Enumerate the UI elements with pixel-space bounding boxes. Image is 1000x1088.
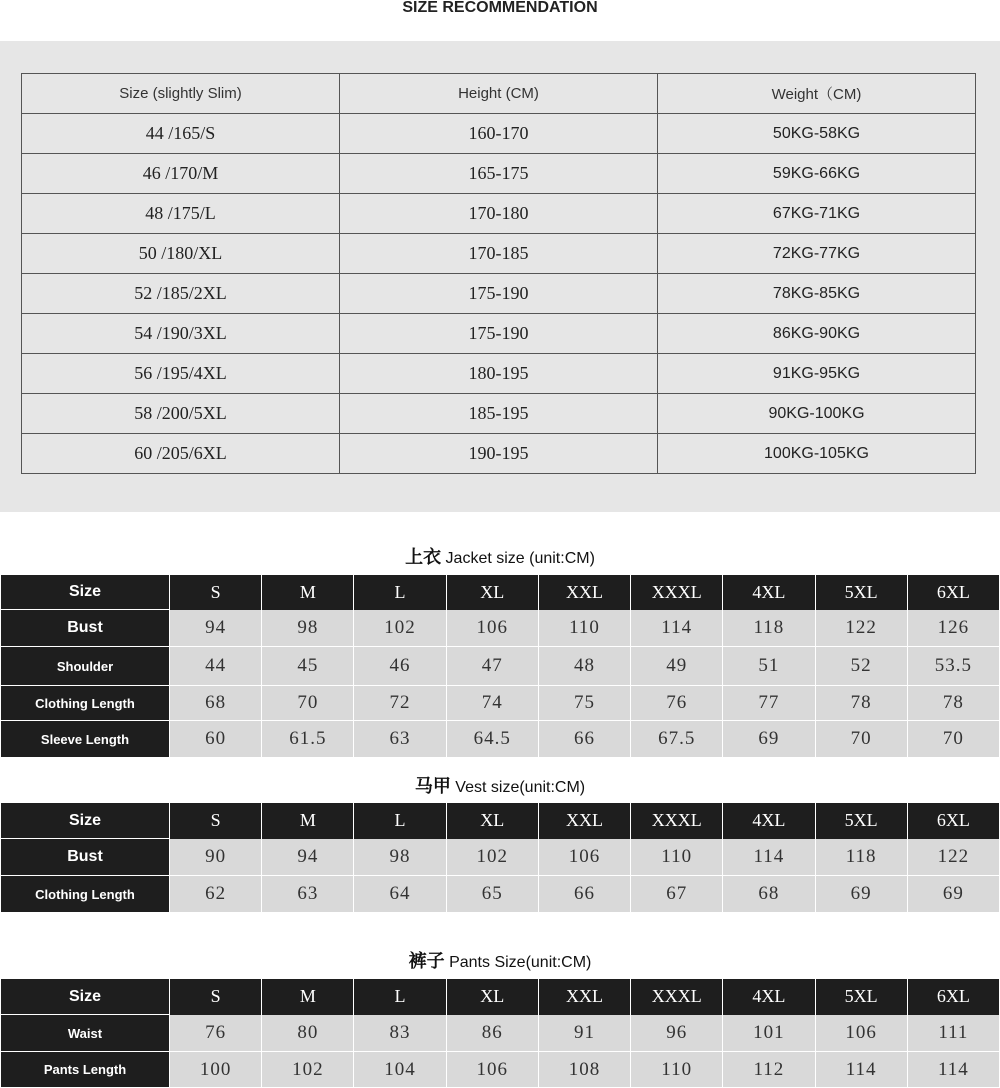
recommendation-row bbox=[22, 234, 976, 274]
jacket-value-cell: 66 bbox=[538, 721, 630, 758]
jacket-size-header-cell: XL bbox=[446, 575, 538, 610]
jacket-value-cell: 70 bbox=[815, 721, 907, 758]
header-height: Height (CM) bbox=[340, 74, 658, 114]
jacket-value-cell: 75 bbox=[538, 686, 630, 721]
pants-title-zh: 裤子 bbox=[408, 951, 445, 972]
pants-value-cell: 102 bbox=[262, 1052, 354, 1088]
jacket-value-cell: 53.5 bbox=[907, 647, 999, 686]
jacket-size-header-cell: L bbox=[354, 575, 446, 610]
jacket-value-cell: 47 bbox=[446, 647, 538, 686]
vest-value-cell: 63 bbox=[262, 876, 354, 913]
header-size: Size (slightly Slim) bbox=[22, 74, 340, 114]
vest-title-zh: 马甲 bbox=[414, 776, 451, 797]
pants-value-cell: 86 bbox=[446, 1015, 538, 1052]
rec-weight-cell: 91KG-95KG bbox=[658, 354, 976, 394]
rec-size-cell: 56 /195/4XL bbox=[22, 354, 340, 394]
pants-value-cell: 106 bbox=[446, 1052, 538, 1088]
recommendation-table bbox=[21, 73, 976, 474]
vest-measurement-row bbox=[1, 839, 1000, 876]
vest-size-header-cell: XL bbox=[446, 803, 538, 839]
jacket-row-label: Clothing Length bbox=[1, 686, 170, 721]
vest-row-label: Bust bbox=[1, 839, 170, 876]
jacket-title-zh: 上衣 bbox=[405, 547, 442, 568]
jacket-value-cell: 122 bbox=[815, 610, 907, 647]
rec-height-cell: 180-195 bbox=[340, 354, 658, 394]
jacket-row-label: Bust bbox=[1, 610, 170, 647]
vest-size-table bbox=[0, 802, 1000, 913]
rec-weight-cell: 67KG-71KG bbox=[658, 194, 976, 234]
vest-value-cell: 110 bbox=[631, 839, 723, 876]
recommendation-row bbox=[22, 354, 976, 394]
rec-height-cell: 160-170 bbox=[340, 114, 658, 154]
rec-size-cell: 48 /175/L bbox=[22, 194, 340, 234]
jacket-measurement-row bbox=[1, 721, 1000, 758]
jacket-size-header-row bbox=[1, 575, 1000, 610]
rec-size-cell: 50 /180/XL bbox=[22, 234, 340, 274]
vest-value-cell: 122 bbox=[907, 839, 999, 876]
pants-measurement-row bbox=[1, 1052, 1000, 1088]
rec-size-cell: 54 /190/3XL bbox=[22, 314, 340, 354]
recommendation-row bbox=[22, 154, 976, 194]
pants-row-label: Pants Length bbox=[1, 1052, 170, 1088]
jacket-measurement-row bbox=[1, 610, 1000, 647]
jacket-measurement-row bbox=[1, 647, 1000, 686]
vest-size-label: Size bbox=[1, 803, 170, 839]
rec-size-cell: 46 /170/M bbox=[22, 154, 340, 194]
jacket-title bbox=[0, 543, 1000, 569]
pants-size-header-cell: XXL bbox=[538, 979, 630, 1015]
vest-value-cell: 69 bbox=[907, 876, 999, 913]
rec-size-cell: 44 /165/S bbox=[22, 114, 340, 154]
vest-value-cell: 65 bbox=[446, 876, 538, 913]
pants-value-cell: 114 bbox=[907, 1052, 999, 1088]
jacket-size-header-cell: 4XL bbox=[723, 575, 815, 610]
pants-value-cell: 114 bbox=[815, 1052, 907, 1088]
recommendation-row bbox=[22, 314, 976, 354]
vest-value-cell: 90 bbox=[170, 839, 262, 876]
recommendation-row bbox=[22, 114, 976, 154]
pants-title bbox=[0, 947, 1000, 973]
rec-size-cell: 52 /185/2XL bbox=[22, 274, 340, 314]
jacket-value-cell: 64.5 bbox=[446, 721, 538, 758]
vest-size-header-row bbox=[1, 803, 1000, 839]
rec-size-cell: 60 /205/6XL bbox=[22, 434, 340, 474]
recommendation-row bbox=[22, 434, 976, 474]
page-title: SIZE RECOMMENDATION bbox=[402, 0, 598, 16]
jacket-value-cell: 126 bbox=[907, 610, 999, 647]
jacket-value-cell: 78 bbox=[815, 686, 907, 721]
jacket-value-cell: 98 bbox=[262, 610, 354, 647]
jacket-value-cell: 77 bbox=[723, 686, 815, 721]
jacket-value-cell: 102 bbox=[354, 610, 446, 647]
vest-size-header-cell: XXL bbox=[538, 803, 630, 839]
jacket-value-cell: 70 bbox=[907, 721, 999, 758]
pants-row-label: Waist bbox=[1, 1015, 170, 1052]
vest-size-header-cell: M bbox=[262, 803, 354, 839]
jacket-value-cell: 69 bbox=[723, 721, 815, 758]
jacket-size-table bbox=[0, 574, 1000, 758]
vest-value-cell: 98 bbox=[354, 839, 446, 876]
pants-value-cell: 111 bbox=[907, 1015, 999, 1052]
pants-size-header-row bbox=[1, 979, 1000, 1015]
rec-weight-cell: 59KG-66KG bbox=[658, 154, 976, 194]
pants-size-header-cell: 4XL bbox=[723, 979, 815, 1015]
vest-size-header-cell: 4XL bbox=[723, 803, 815, 839]
pants-value-cell: 100 bbox=[170, 1052, 262, 1088]
recommendation-header-row bbox=[22, 74, 976, 114]
vest-value-cell: 94 bbox=[262, 839, 354, 876]
vest-value-cell: 114 bbox=[723, 839, 815, 876]
vest-value-cell: 62 bbox=[170, 876, 262, 913]
rec-weight-cell: 100KG-105KG bbox=[658, 434, 976, 474]
recommendation-row bbox=[22, 274, 976, 314]
pants-size-table bbox=[0, 978, 1000, 1088]
recommendation-row bbox=[22, 194, 976, 234]
jacket-value-cell: 94 bbox=[170, 610, 262, 647]
jacket-value-cell: 76 bbox=[631, 686, 723, 721]
jacket-title-en: Jacket size (unit:CM) bbox=[441, 550, 595, 567]
jacket-value-cell: 63 bbox=[354, 721, 446, 758]
jacket-value-cell: 118 bbox=[723, 610, 815, 647]
pants-size-header-cell: M bbox=[262, 979, 354, 1015]
pants-value-cell: 110 bbox=[631, 1052, 723, 1088]
pants-value-cell: 104 bbox=[354, 1052, 446, 1088]
rec-height-cell: 170-180 bbox=[340, 194, 658, 234]
pants-size-header-cell: 5XL bbox=[815, 979, 907, 1015]
pants-value-cell: 112 bbox=[723, 1052, 815, 1088]
vest-row-label: Clothing Length bbox=[1, 876, 170, 913]
jacket-value-cell: 52 bbox=[815, 647, 907, 686]
jacket-row-label: Shoulder bbox=[1, 647, 170, 686]
rec-height-cell: 185-195 bbox=[340, 394, 658, 434]
rec-weight-cell: 90KG-100KG bbox=[658, 394, 976, 434]
vest-title-en: Vest size(unit:CM) bbox=[450, 779, 586, 796]
vest-value-cell: 68 bbox=[723, 876, 815, 913]
pants-size-label: Size bbox=[1, 979, 170, 1015]
pants-measurement-row bbox=[1, 1015, 1000, 1052]
jacket-value-cell: 46 bbox=[354, 647, 446, 686]
rec-height-cell: 170-185 bbox=[340, 234, 658, 274]
pants-value-cell: 96 bbox=[631, 1015, 723, 1052]
jacket-value-cell: 44 bbox=[170, 647, 262, 686]
jacket-value-cell: 45 bbox=[262, 647, 354, 686]
jacket-value-cell: 67.5 bbox=[631, 721, 723, 758]
jacket-value-cell: 114 bbox=[631, 610, 723, 647]
pants-title-en: Pants Size(unit:CM) bbox=[444, 954, 592, 971]
pants-size-header-cell: 6XL bbox=[907, 979, 999, 1015]
pants-size-header-cell: XXXL bbox=[631, 979, 723, 1015]
jacket-value-cell: 72 bbox=[354, 686, 446, 721]
jacket-size-header-cell: S bbox=[170, 575, 262, 610]
jacket-value-cell: 106 bbox=[446, 610, 538, 647]
pants-size-header-cell: S bbox=[170, 979, 262, 1015]
vest-value-cell: 66 bbox=[538, 876, 630, 913]
vest-value-cell: 118 bbox=[815, 839, 907, 876]
vest-value-cell: 102 bbox=[446, 839, 538, 876]
jacket-value-cell: 74 bbox=[446, 686, 538, 721]
rec-height-cell: 175-190 bbox=[340, 274, 658, 314]
jacket-size-label: Size bbox=[1, 575, 170, 610]
rec-weight-cell: 50KG-58KG bbox=[658, 114, 976, 154]
jacket-value-cell: 61.5 bbox=[262, 721, 354, 758]
pants-value-cell: 76 bbox=[170, 1015, 262, 1052]
vest-value-cell: 69 bbox=[815, 876, 907, 913]
rec-height-cell: 190-195 bbox=[340, 434, 658, 474]
vest-size-header-cell: XXXL bbox=[631, 803, 723, 839]
jacket-size-header-cell: XXXL bbox=[631, 575, 723, 610]
vest-size-header-cell: 5XL bbox=[815, 803, 907, 839]
vest-value-cell: 67 bbox=[631, 876, 723, 913]
jacket-value-cell: 70 bbox=[262, 686, 354, 721]
vest-size-header-cell: S bbox=[170, 803, 262, 839]
pants-value-cell: 101 bbox=[723, 1015, 815, 1052]
jacket-measurement-row bbox=[1, 686, 1000, 721]
pants-size-header-cell: L bbox=[354, 979, 446, 1015]
rec-weight-cell: 72KG-77KG bbox=[658, 234, 976, 274]
rec-weight-cell: 86KG-90KG bbox=[658, 314, 976, 354]
recommendation-row bbox=[22, 394, 976, 434]
jacket-value-cell: 49 bbox=[631, 647, 723, 686]
vest-size-header-cell: 6XL bbox=[907, 803, 999, 839]
pants-value-cell: 91 bbox=[538, 1015, 630, 1052]
vest-title bbox=[0, 772, 1000, 798]
jacket-size-header-cell: 5XL bbox=[815, 575, 907, 610]
jacket-size-header-cell: M bbox=[262, 575, 354, 610]
rec-height-cell: 175-190 bbox=[340, 314, 658, 354]
vest-measurement-row bbox=[1, 876, 1000, 913]
jacket-value-cell: 110 bbox=[538, 610, 630, 647]
vest-value-cell: 106 bbox=[538, 839, 630, 876]
pants-size-header-cell: XL bbox=[446, 979, 538, 1015]
vest-value-cell: 64 bbox=[354, 876, 446, 913]
pants-value-cell: 83 bbox=[354, 1015, 446, 1052]
jacket-value-cell: 60 bbox=[170, 721, 262, 758]
rec-height-cell: 165-175 bbox=[340, 154, 658, 194]
jacket-value-cell: 51 bbox=[723, 647, 815, 686]
pants-value-cell: 80 bbox=[262, 1015, 354, 1052]
rec-size-cell: 58 /200/5XL bbox=[22, 394, 340, 434]
rec-weight-cell: 78KG-85KG bbox=[658, 274, 976, 314]
pants-value-cell: 106 bbox=[815, 1015, 907, 1052]
jacket-size-header-cell: XXL bbox=[538, 575, 630, 610]
header-weight: Weight（CM) bbox=[658, 74, 976, 114]
jacket-value-cell: 78 bbox=[907, 686, 999, 721]
pants-value-cell: 108 bbox=[538, 1052, 630, 1088]
jacket-row-label: Sleeve Length bbox=[1, 721, 170, 758]
jacket-size-header-cell: 6XL bbox=[907, 575, 999, 610]
recommendation-panel bbox=[0, 41, 1000, 512]
jacket-value-cell: 68 bbox=[170, 686, 262, 721]
jacket-value-cell: 48 bbox=[538, 647, 630, 686]
vest-size-header-cell: L bbox=[354, 803, 446, 839]
